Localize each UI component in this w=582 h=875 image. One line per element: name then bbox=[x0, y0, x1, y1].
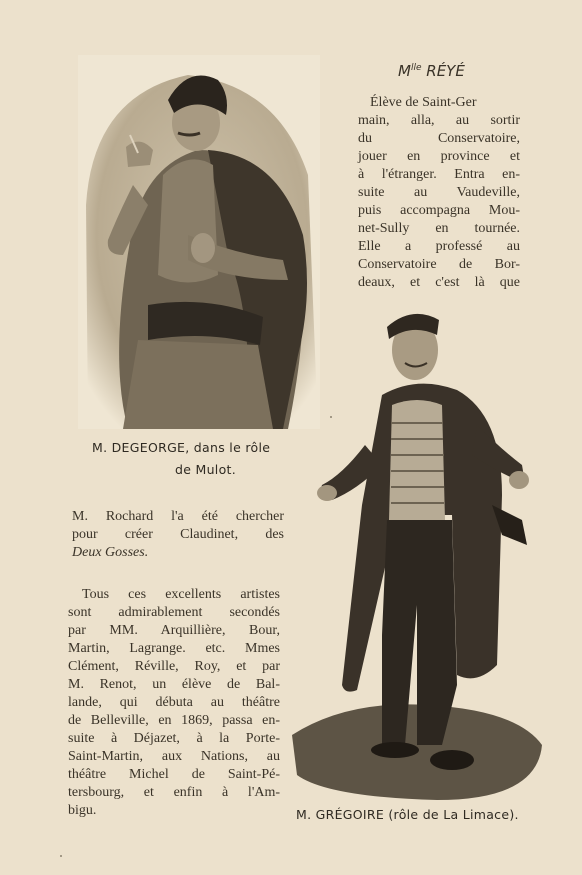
degeorge-caption-line2: de Mulot. bbox=[175, 462, 237, 477]
reye-paragraph bbox=[358, 94, 520, 292]
text-line: Élève de Saint-Ger bbox=[370, 95, 477, 110]
text-line: bigu. bbox=[68, 803, 97, 818]
text-line: Saint-Martin, aux Nations, au bbox=[68, 749, 280, 764]
text-line: par MM. Arquillière, Bour, bbox=[68, 623, 280, 638]
text-line-italic: Deux Gosses. bbox=[72, 545, 149, 560]
text-line: du Conservatoire, bbox=[358, 131, 520, 146]
speck bbox=[330, 416, 332, 418]
degeorge-caption-line1: M. DEGEORGE, dans le rôle bbox=[92, 440, 271, 455]
text-line: Elle a professé au bbox=[358, 239, 520, 254]
speck bbox=[60, 855, 62, 857]
text-line: suite au Vaudeville, bbox=[358, 185, 520, 200]
rochard-paragraph bbox=[72, 508, 284, 562]
text-line: tersbourg, et enfin à l'Am- bbox=[68, 785, 280, 800]
text-line: deaux, et c'est là que bbox=[358, 275, 520, 290]
text-line: main, alla, au sortir bbox=[358, 113, 520, 128]
artists-paragraph bbox=[68, 586, 280, 820]
degeorge-photo bbox=[78, 55, 320, 429]
gregoire-figure bbox=[287, 305, 545, 800]
gregoire-caption: M. GRÉGOIRE (rôle de La Limace). bbox=[296, 807, 519, 822]
degeorge-figure bbox=[78, 55, 320, 429]
text-line: Martin, Lagrange. etc. Mmes bbox=[68, 641, 280, 656]
text-line: suite à Déjazet, à la Porte- bbox=[68, 731, 280, 746]
text-line: jouer en province et bbox=[358, 149, 520, 164]
text-line: Clément, Réville, Roy, et par bbox=[68, 659, 280, 674]
reye-heading: $M^{lle}$ RÉYÉ bbox=[398, 62, 465, 80]
text-line: pour créer Claudinet, des bbox=[72, 527, 284, 542]
text-line: Conservatoire de Bor- bbox=[358, 257, 520, 272]
text-line: théâtre Michel de Saint-Pé- bbox=[68, 767, 280, 782]
text-line: lande, qui débuta au théâtre bbox=[68, 695, 280, 710]
text-line: M. Renot, un élève de Bal- bbox=[68, 677, 280, 692]
text-line: Tous ces excellents artistes bbox=[82, 587, 280, 602]
text-line: à l'étranger. Entra en- bbox=[358, 167, 520, 182]
text-line: de Belleville, en 1869, passa en- bbox=[68, 713, 280, 728]
text-line: M. Rochard l'a été chercher bbox=[72, 509, 284, 524]
text-line: net-Sully en tournée. bbox=[358, 221, 520, 236]
text-line: sont admirablement secondés bbox=[68, 605, 280, 620]
gregoire-photo bbox=[287, 305, 545, 800]
text-line: puis accompagna Mou- bbox=[358, 203, 520, 218]
